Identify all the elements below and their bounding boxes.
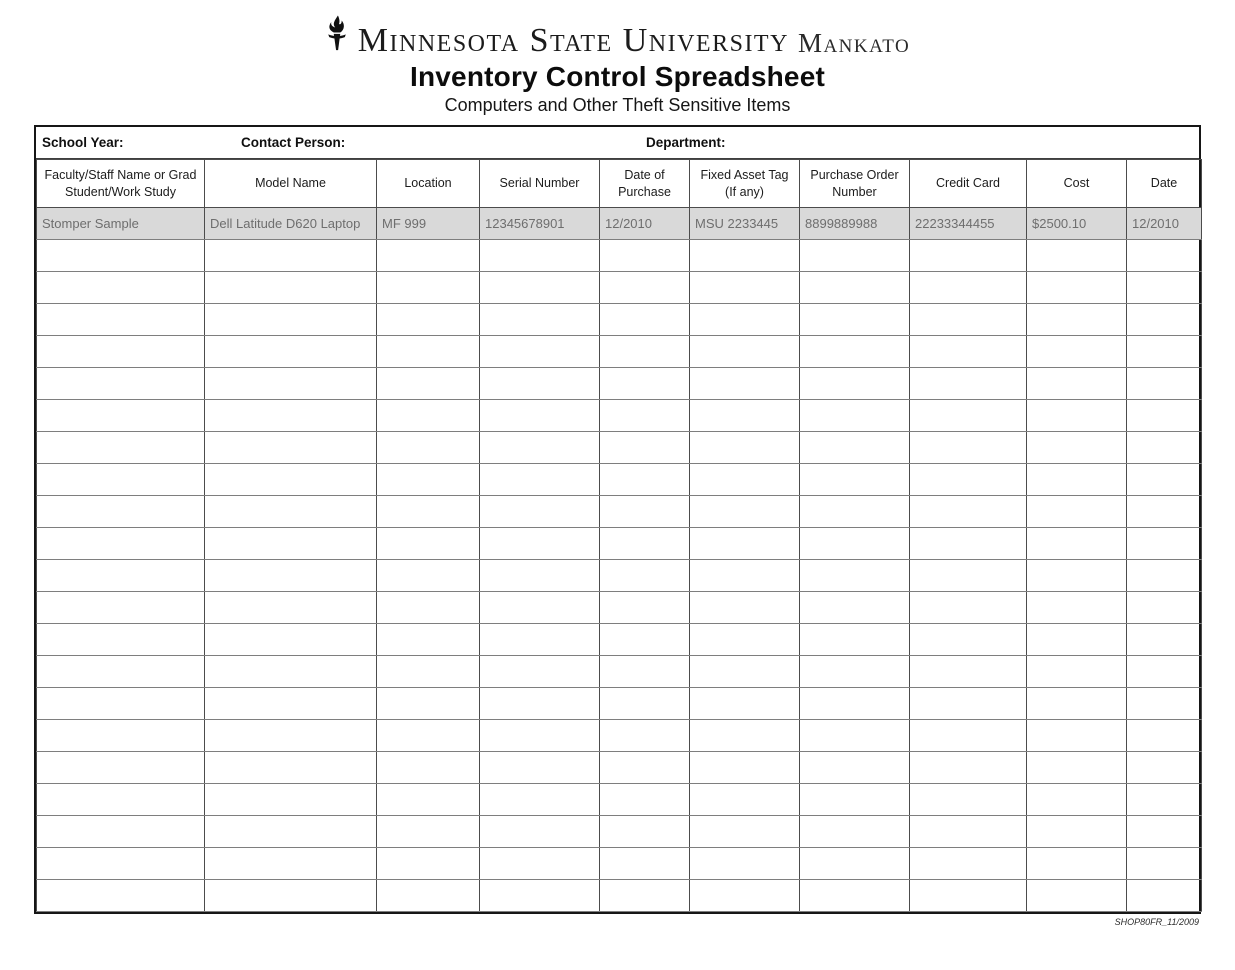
sample-cell[interactable]: 8899889988: [800, 208, 910, 240]
empty-cell[interactable]: [1127, 784, 1202, 816]
empty-cell[interactable]: [1027, 720, 1127, 752]
page-title: Inventory Control Spreadsheet: [410, 61, 825, 92]
empty-cell[interactable]: [690, 464, 800, 496]
inventory-table-box: [34, 125, 1201, 914]
empty-cell[interactable]: [1127, 432, 1202, 464]
empty-cell[interactable]: [377, 272, 480, 304]
empty-cell[interactable]: [1027, 272, 1127, 304]
empty-cell[interactable]: [1127, 528, 1202, 560]
empty-cell[interactable]: [910, 304, 1027, 336]
empty-cell[interactable]: [37, 240, 205, 272]
empty-cell[interactable]: [690, 880, 800, 912]
empty-cell[interactable]: [690, 816, 800, 848]
empty-cell[interactable]: [600, 560, 690, 592]
empty-cell[interactable]: [1127, 560, 1202, 592]
empty-cell[interactable]: [1027, 656, 1127, 688]
empty-cell[interactable]: [37, 272, 205, 304]
empty-cell[interactable]: [800, 784, 910, 816]
column-header: Purchase Order Number: [800, 160, 910, 208]
empty-cell[interactable]: [37, 400, 205, 432]
sample-cell[interactable]: $2500.10: [1027, 208, 1127, 240]
sample-cell[interactable]: 12345678901: [480, 208, 600, 240]
empty-cell[interactable]: [480, 688, 600, 720]
empty-cell[interactable]: [480, 784, 600, 816]
empty-cell[interactable]: [690, 560, 800, 592]
empty-cell[interactable]: [377, 400, 480, 432]
empty-row: [37, 432, 1202, 464]
empty-row: [37, 464, 1202, 496]
empty-cell[interactable]: [600, 752, 690, 784]
empty-cell[interactable]: [1127, 368, 1202, 400]
sample-cell[interactable]: 22233344455: [910, 208, 1027, 240]
empty-cell[interactable]: [1127, 848, 1202, 880]
empty-cell[interactable]: [800, 560, 910, 592]
empty-cell[interactable]: [690, 272, 800, 304]
empty-cell[interactable]: [910, 720, 1027, 752]
empty-cell[interactable]: [1127, 592, 1202, 624]
empty-cell[interactable]: [377, 304, 480, 336]
empty-cell[interactable]: [480, 880, 600, 912]
empty-cell[interactable]: [690, 304, 800, 336]
empty-cell[interactable]: [377, 592, 480, 624]
empty-row: [37, 880, 1202, 912]
empty-cell[interactable]: [377, 656, 480, 688]
empty-cell[interactable]: [600, 816, 690, 848]
empty-cell[interactable]: [377, 496, 480, 528]
empty-cell[interactable]: [37, 496, 205, 528]
empty-row: [37, 592, 1202, 624]
empty-cell[interactable]: [480, 656, 600, 688]
empty-cell[interactable]: [1027, 400, 1127, 432]
empty-cell[interactable]: [1027, 848, 1127, 880]
page-subtitle: Computers and Other Theft Sensitive Items: [444, 95, 791, 115]
empty-cell[interactable]: [377, 464, 480, 496]
empty-cell[interactable]: [205, 400, 377, 432]
empty-cell[interactable]: [1027, 752, 1127, 784]
empty-row: [37, 816, 1202, 848]
empty-cell[interactable]: [800, 848, 910, 880]
empty-cell[interactable]: [910, 688, 1027, 720]
empty-cell[interactable]: [1127, 656, 1202, 688]
empty-cell[interactable]: [37, 624, 205, 656]
empty-cell[interactable]: [910, 336, 1027, 368]
university-name: Minnesota State University: [357, 22, 789, 59]
empty-row: [37, 720, 1202, 752]
empty-cell[interactable]: [37, 368, 205, 400]
sample-cell[interactable]: MSU 2233445: [690, 208, 800, 240]
empty-cell[interactable]: [690, 848, 800, 880]
empty-cell[interactable]: [480, 592, 600, 624]
empty-cell[interactable]: [205, 688, 377, 720]
department-field[interactable]: [736, 127, 1191, 158]
empty-row: [37, 368, 1202, 400]
empty-cell[interactable]: [1027, 304, 1127, 336]
empty-cell[interactable]: [690, 240, 800, 272]
empty-cell[interactable]: [800, 432, 910, 464]
empty-cell[interactable]: [205, 752, 377, 784]
empty-cell[interactable]: [480, 560, 600, 592]
empty-cell[interactable]: [690, 688, 800, 720]
empty-cell[interactable]: [205, 304, 377, 336]
empty-cell[interactable]: [800, 400, 910, 432]
empty-cell[interactable]: [910, 880, 1027, 912]
empty-cell[interactable]: [1027, 336, 1127, 368]
empty-cell[interactable]: [37, 592, 205, 624]
sample-cell[interactable]: 12/2010: [600, 208, 690, 240]
empty-cell[interactable]: [1127, 624, 1202, 656]
empty-cell[interactable]: [1127, 496, 1202, 528]
empty-cell[interactable]: [480, 304, 600, 336]
empty-cell[interactable]: [1127, 336, 1202, 368]
empty-row: [37, 688, 1202, 720]
column-header: Date of Purchase: [600, 160, 690, 208]
empty-cell[interactable]: [1027, 784, 1127, 816]
sample-cell[interactable]: MF 999: [377, 208, 480, 240]
empty-cell[interactable]: [910, 752, 1027, 784]
empty-cell[interactable]: [1027, 624, 1127, 656]
empty-cell[interactable]: [205, 528, 377, 560]
empty-row: [37, 528, 1202, 560]
torch-logo-icon: [325, 14, 349, 57]
empty-cell[interactable]: [37, 848, 205, 880]
empty-cell[interactable]: [377, 720, 480, 752]
empty-cell[interactable]: [1027, 496, 1127, 528]
empty-cell[interactable]: [690, 720, 800, 752]
empty-cell[interactable]: [205, 336, 377, 368]
empty-cell[interactable]: [480, 496, 600, 528]
column-header: Credit Card: [910, 160, 1027, 208]
empty-cell[interactable]: [690, 656, 800, 688]
empty-cell[interactable]: [1127, 304, 1202, 336]
column-header: Serial Number: [480, 160, 600, 208]
empty-cell[interactable]: [690, 784, 800, 816]
empty-cell[interactable]: [910, 784, 1027, 816]
empty-cell[interactable]: [800, 464, 910, 496]
empty-cell[interactable]: [1127, 720, 1202, 752]
empty-cell[interactable]: [205, 464, 377, 496]
empty-cell[interactable]: [1027, 464, 1127, 496]
empty-cell[interactable]: [690, 400, 800, 432]
column-header: Location: [377, 160, 480, 208]
empty-cell[interactable]: [800, 816, 910, 848]
empty-cell[interactable]: [600, 880, 690, 912]
empty-cell[interactable]: [690, 432, 800, 464]
contact-person-field[interactable]: [356, 127, 641, 158]
empty-cell[interactable]: [480, 336, 600, 368]
empty-cell[interactable]: [600, 464, 690, 496]
empty-cell[interactable]: [1027, 816, 1127, 848]
empty-cell[interactable]: [600, 272, 690, 304]
empty-cell[interactable]: [205, 816, 377, 848]
empty-cell[interactable]: [1027, 592, 1127, 624]
empty-cell[interactable]: [800, 368, 910, 400]
school-year-label: School Year:: [42, 135, 124, 150]
empty-cell[interactable]: [205, 272, 377, 304]
empty-cell[interactable]: [1127, 880, 1202, 912]
sample-row: [37, 208, 1202, 240]
column-header: Cost: [1027, 160, 1127, 208]
form-code: SHOP80FR_11/2009: [1114, 917, 1199, 927]
empty-cell[interactable]: [910, 592, 1027, 624]
empty-cell[interactable]: [37, 464, 205, 496]
empty-row: [37, 784, 1202, 816]
empty-cell[interactable]: [800, 336, 910, 368]
empty-cell[interactable]: [377, 624, 480, 656]
empty-cell[interactable]: [910, 400, 1027, 432]
empty-cell[interactable]: [1027, 240, 1127, 272]
empty-cell[interactable]: [600, 592, 690, 624]
empty-cell[interactable]: [800, 272, 910, 304]
empty-cell[interactable]: [480, 528, 600, 560]
empty-cell[interactable]: [600, 496, 690, 528]
empty-cell[interactable]: [37, 336, 205, 368]
empty-cell[interactable]: [600, 656, 690, 688]
empty-cell[interactable]: [377, 752, 480, 784]
empty-cell[interactable]: [910, 368, 1027, 400]
empty-cell[interactable]: [910, 848, 1027, 880]
empty-row: [37, 336, 1202, 368]
empty-cell[interactable]: [37, 816, 205, 848]
empty-cell[interactable]: [1127, 464, 1202, 496]
empty-cell[interactable]: [800, 240, 910, 272]
empty-cell[interactable]: [480, 368, 600, 400]
school-year-field[interactable]: [131, 127, 236, 158]
empty-cell[interactable]: [1027, 528, 1127, 560]
empty-cell[interactable]: [37, 784, 205, 816]
empty-cell[interactable]: [690, 752, 800, 784]
empty-cell[interactable]: [205, 368, 377, 400]
empty-cell[interactable]: [600, 400, 690, 432]
empty-cell[interactable]: [1127, 240, 1202, 272]
empty-cell[interactable]: [1127, 400, 1202, 432]
university-header: [0, 14, 1235, 58]
empty-cell[interactable]: [800, 688, 910, 720]
department-label: Department:: [646, 135, 726, 150]
empty-row: [37, 752, 1202, 784]
empty-row: [37, 624, 1202, 656]
column-header: Date: [1127, 160, 1202, 208]
empty-cell[interactable]: [480, 240, 600, 272]
empty-cell[interactable]: [690, 624, 800, 656]
empty-cell[interactable]: [480, 720, 600, 752]
empty-cell[interactable]: [690, 368, 800, 400]
inventory-table: [36, 159, 1202, 912]
empty-cell[interactable]: [690, 336, 800, 368]
empty-cell[interactable]: [377, 848, 480, 880]
empty-cell[interactable]: [600, 304, 690, 336]
empty-cell[interactable]: [690, 592, 800, 624]
empty-cell[interactable]: [1027, 880, 1127, 912]
empty-cell[interactable]: [480, 848, 600, 880]
empty-cell[interactable]: [205, 848, 377, 880]
empty-cell[interactable]: [910, 624, 1027, 656]
empty-cell[interactable]: [600, 432, 690, 464]
empty-cell[interactable]: [910, 528, 1027, 560]
empty-cell[interactable]: [377, 784, 480, 816]
campus-name: Mankato: [797, 27, 911, 58]
empty-cell[interactable]: [377, 336, 480, 368]
empty-cell[interactable]: [377, 432, 480, 464]
empty-cell[interactable]: [910, 272, 1027, 304]
empty-cell[interactable]: [910, 656, 1027, 688]
sample-cell[interactable]: Stomper Sample: [37, 208, 205, 240]
empty-cell[interactable]: [600, 720, 690, 752]
empty-cell[interactable]: [377, 880, 480, 912]
empty-row: [37, 656, 1202, 688]
empty-cell[interactable]: [600, 336, 690, 368]
empty-cell[interactable]: [37, 432, 205, 464]
empty-cell[interactable]: [1127, 816, 1202, 848]
contact-person-label: Contact Person:: [241, 135, 346, 150]
empty-cell[interactable]: [205, 592, 377, 624]
empty-cell[interactable]: [205, 560, 377, 592]
empty-cell[interactable]: [910, 464, 1027, 496]
empty-cell[interactable]: [1027, 688, 1127, 720]
empty-cell[interactable]: [1027, 368, 1127, 400]
empty-cell[interactable]: [480, 464, 600, 496]
empty-cell[interactable]: [600, 624, 690, 656]
letterhead: [0, 0, 1235, 116]
empty-cell[interactable]: [690, 528, 800, 560]
empty-cell[interactable]: [205, 496, 377, 528]
empty-cell[interactable]: [480, 816, 600, 848]
empty-cell[interactable]: [205, 880, 377, 912]
column-header-row: [37, 160, 1202, 208]
empty-cell[interactable]: [800, 528, 910, 560]
empty-cell[interactable]: [37, 752, 205, 784]
empty-cell[interactable]: [480, 400, 600, 432]
empty-cell[interactable]: [800, 720, 910, 752]
empty-cell[interactable]: [205, 624, 377, 656]
empty-cell[interactable]: [600, 368, 690, 400]
empty-cell[interactable]: [910, 240, 1027, 272]
empty-row: [37, 496, 1202, 528]
meta-row: [36, 127, 1199, 159]
empty-cell[interactable]: [910, 432, 1027, 464]
empty-row: [37, 400, 1202, 432]
empty-row: [37, 272, 1202, 304]
empty-cell[interactable]: [800, 304, 910, 336]
empty-cell[interactable]: [37, 880, 205, 912]
empty-cell[interactable]: [800, 656, 910, 688]
empty-cell[interactable]: [800, 752, 910, 784]
empty-row: [37, 560, 1202, 592]
empty-cell[interactable]: [690, 496, 800, 528]
empty-cell[interactable]: [480, 624, 600, 656]
empty-cell[interactable]: [600, 688, 690, 720]
empty-cell[interactable]: [205, 432, 377, 464]
empty-cell[interactable]: [800, 880, 910, 912]
empty-cell[interactable]: [205, 720, 377, 752]
empty-cell[interactable]: [600, 784, 690, 816]
empty-cell[interactable]: [480, 272, 600, 304]
empty-cell[interactable]: [1127, 272, 1202, 304]
sample-cell[interactable]: 12/2010: [1127, 208, 1202, 240]
empty-cell[interactable]: [37, 560, 205, 592]
empty-cell[interactable]: [37, 720, 205, 752]
empty-cell[interactable]: [910, 560, 1027, 592]
table-body: [37, 208, 1202, 912]
empty-cell[interactable]: [205, 240, 377, 272]
empty-cell[interactable]: [910, 816, 1027, 848]
empty-cell[interactable]: [37, 528, 205, 560]
empty-cell[interactable]: [377, 528, 480, 560]
empty-cell[interactable]: [600, 528, 690, 560]
empty-cell[interactable]: [1127, 752, 1202, 784]
column-header: Model Name: [205, 160, 377, 208]
empty-cell[interactable]: [1027, 432, 1127, 464]
empty-row: [37, 304, 1202, 336]
empty-cell[interactable]: [377, 240, 480, 272]
empty-cell[interactable]: [600, 848, 690, 880]
empty-cell[interactable]: [800, 496, 910, 528]
empty-cell[interactable]: [205, 784, 377, 816]
empty-cell[interactable]: [377, 816, 480, 848]
empty-row: [37, 848, 1202, 880]
empty-cell[interactable]: [800, 592, 910, 624]
empty-cell[interactable]: [205, 656, 377, 688]
empty-cell[interactable]: [37, 688, 205, 720]
empty-cell[interactable]: [37, 656, 205, 688]
empty-cell[interactable]: [1127, 688, 1202, 720]
empty-cell[interactable]: [377, 688, 480, 720]
empty-row: [37, 240, 1202, 272]
column-header: Faculty/Staff Name or Grad Student/Work Study: [37, 160, 205, 208]
empty-cell[interactable]: [1027, 560, 1127, 592]
empty-cell[interactable]: [480, 432, 600, 464]
empty-cell[interactable]: [377, 560, 480, 592]
column-header: Fixed Asset Tag (If any): [690, 160, 800, 208]
empty-cell[interactable]: [910, 496, 1027, 528]
empty-cell[interactable]: [800, 624, 910, 656]
empty-cell[interactable]: [377, 368, 480, 400]
empty-cell[interactable]: [480, 752, 600, 784]
sample-cell[interactable]: Dell Latitude D620 Laptop: [205, 208, 377, 240]
empty-cell[interactable]: [600, 240, 690, 272]
empty-cell[interactable]: [37, 304, 205, 336]
